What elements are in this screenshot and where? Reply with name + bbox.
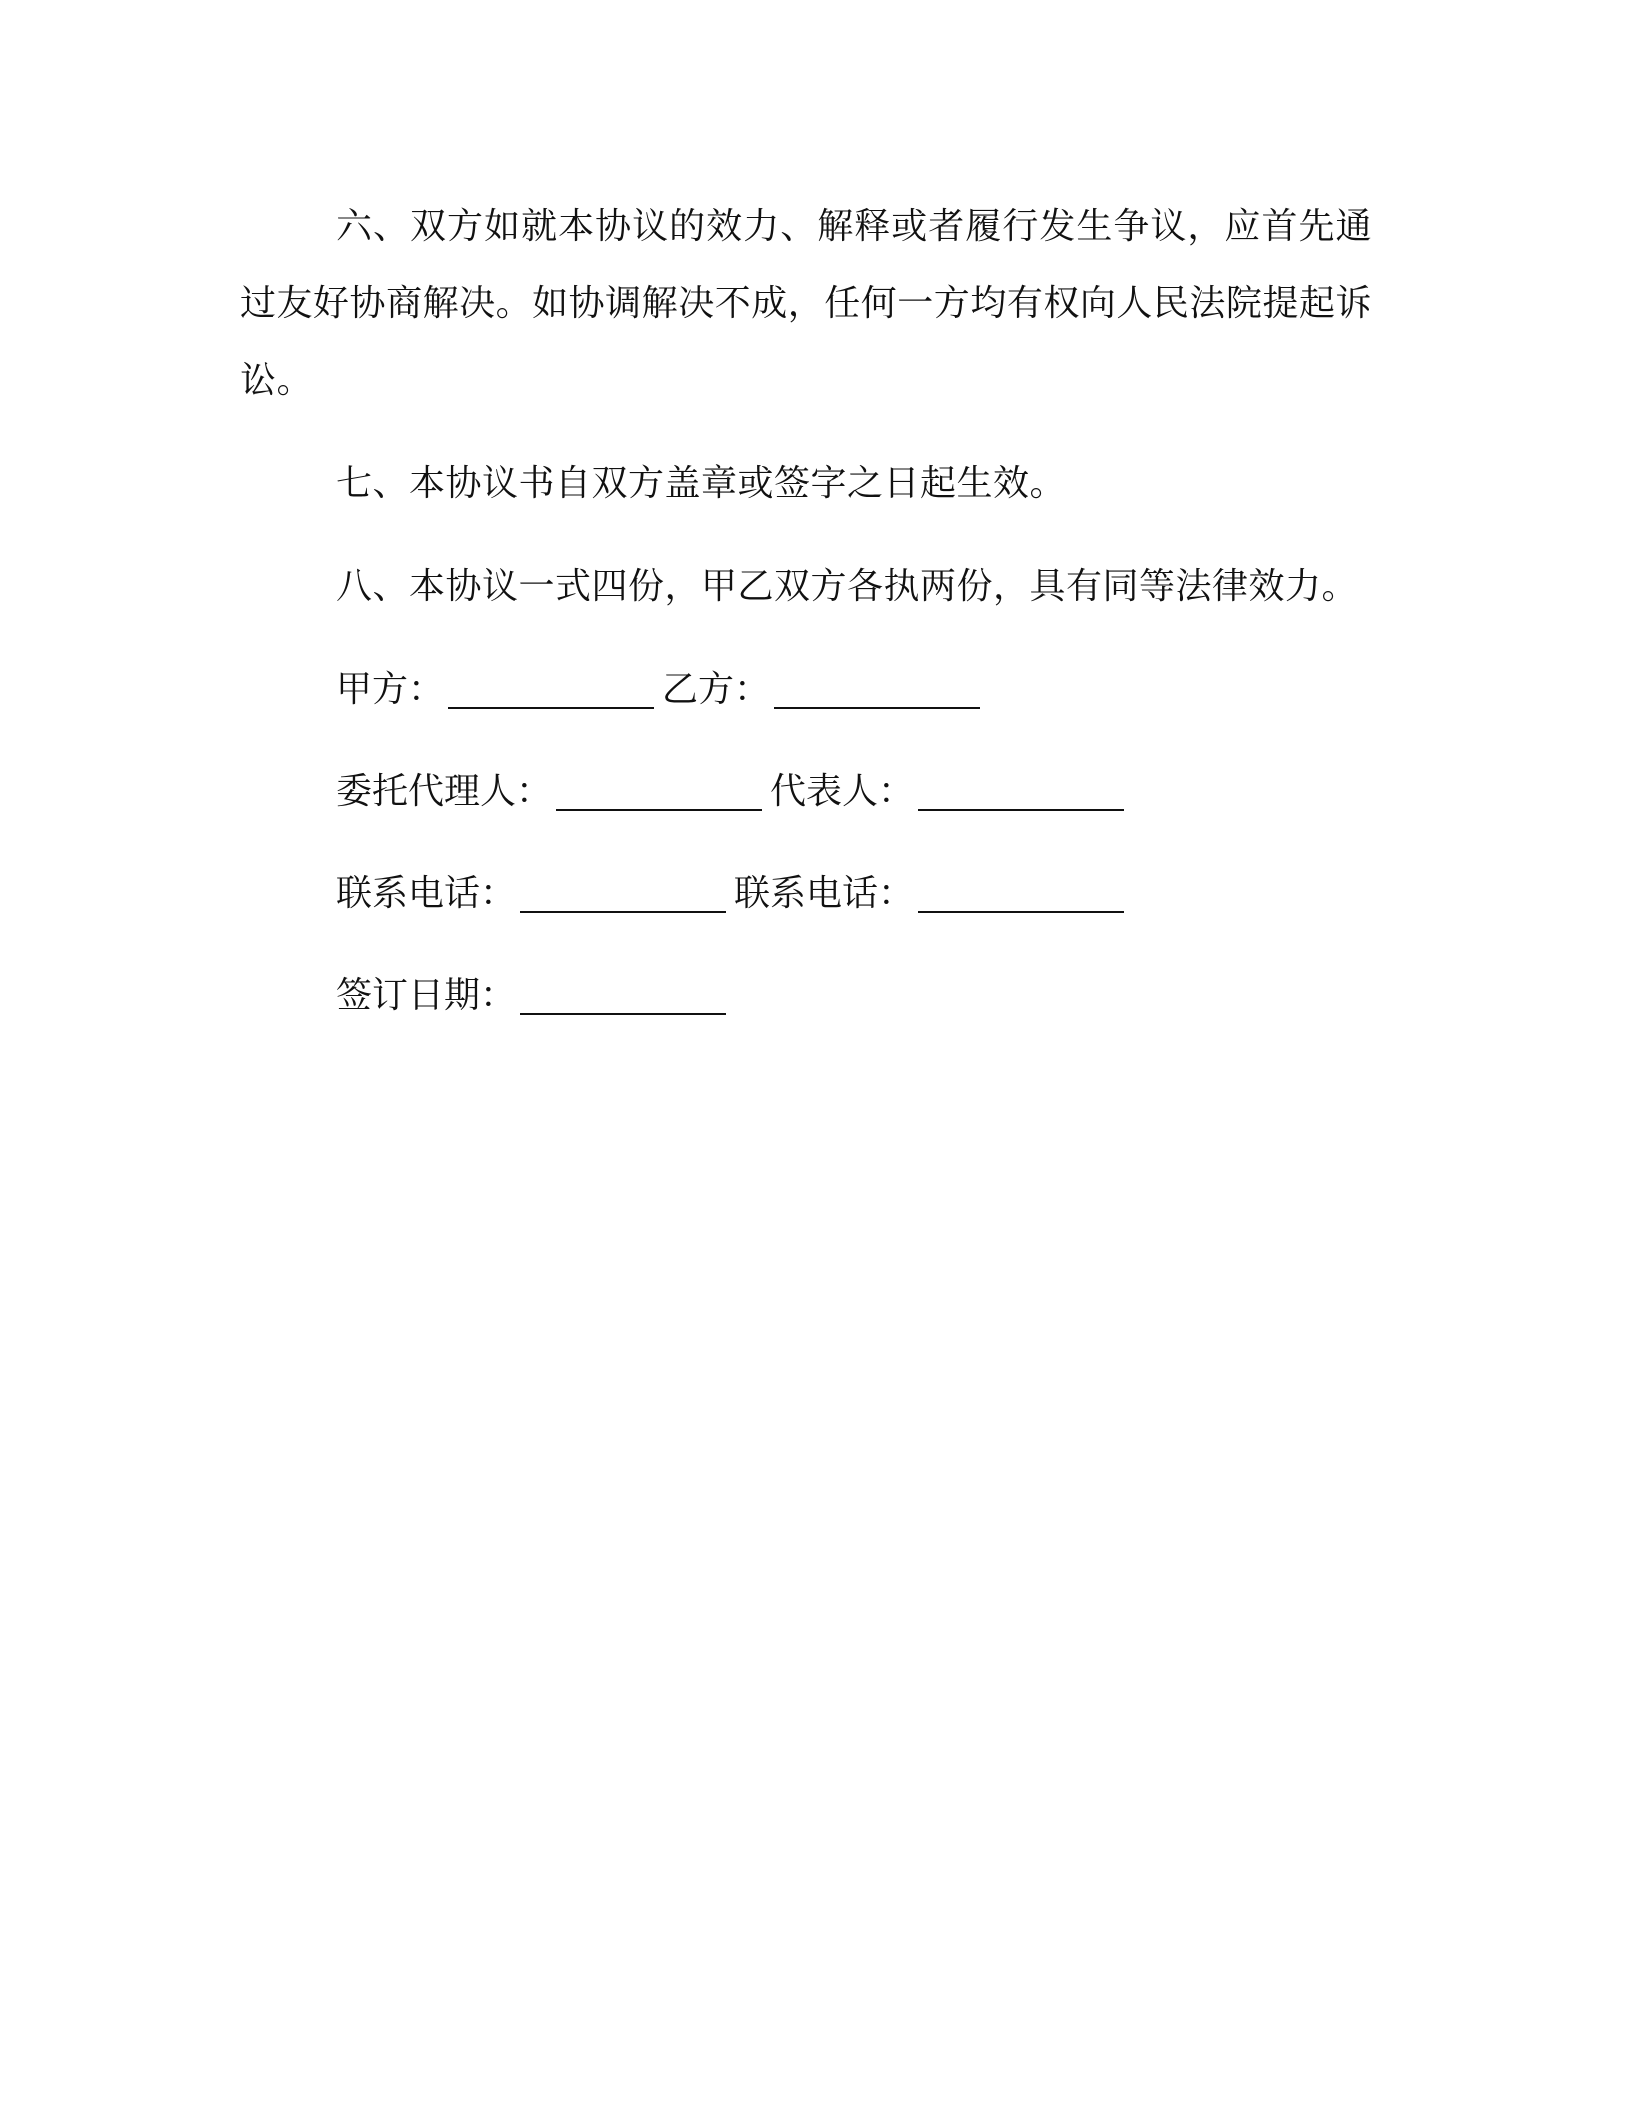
party-a-label: 甲方： — [336, 669, 445, 710]
clause-8: 八、本协议一式四份，甲乙双方各执两份，具有同等法律效力。 — [336, 566, 1359, 607]
phone-b-label: 联系电话： — [734, 873, 915, 914]
clause-6: 六、双方如就本协议的效力、解释或者履行发生争议，应首先通过友好协商解决。如协调解决不成，任何一方均有权向人民法院提起诉讼。 — [240, 206, 1372, 401]
sign-date-label: 签订日期： — [336, 975, 517, 1016]
signature-block — [240, 651, 1372, 1034]
phone-a-blank — [520, 911, 726, 913]
agent-label: 委托代理人： — [336, 771, 553, 812]
signature-row-phones — [240, 855, 1372, 932]
party-b-label: 乙方： — [662, 669, 771, 710]
signature-row-agents — [240, 753, 1372, 830]
party-a-blank — [448, 707, 654, 709]
party-b-blank — [774, 707, 980, 709]
sign-date-blank — [520, 1013, 726, 1015]
agent-blank — [556, 809, 762, 811]
signature-row-parties — [240, 651, 1372, 728]
phone-b-blank — [918, 911, 1124, 913]
clause-7: 七、本协议书自双方盖章或签字之日起生效。 — [336, 463, 1067, 504]
signature-row-date — [240, 957, 1372, 1034]
representative-blank — [918, 809, 1124, 811]
representative-label: 代表人： — [770, 771, 915, 812]
document-body — [240, 188, 1372, 1034]
phone-a-label: 联系电话： — [336, 873, 517, 914]
